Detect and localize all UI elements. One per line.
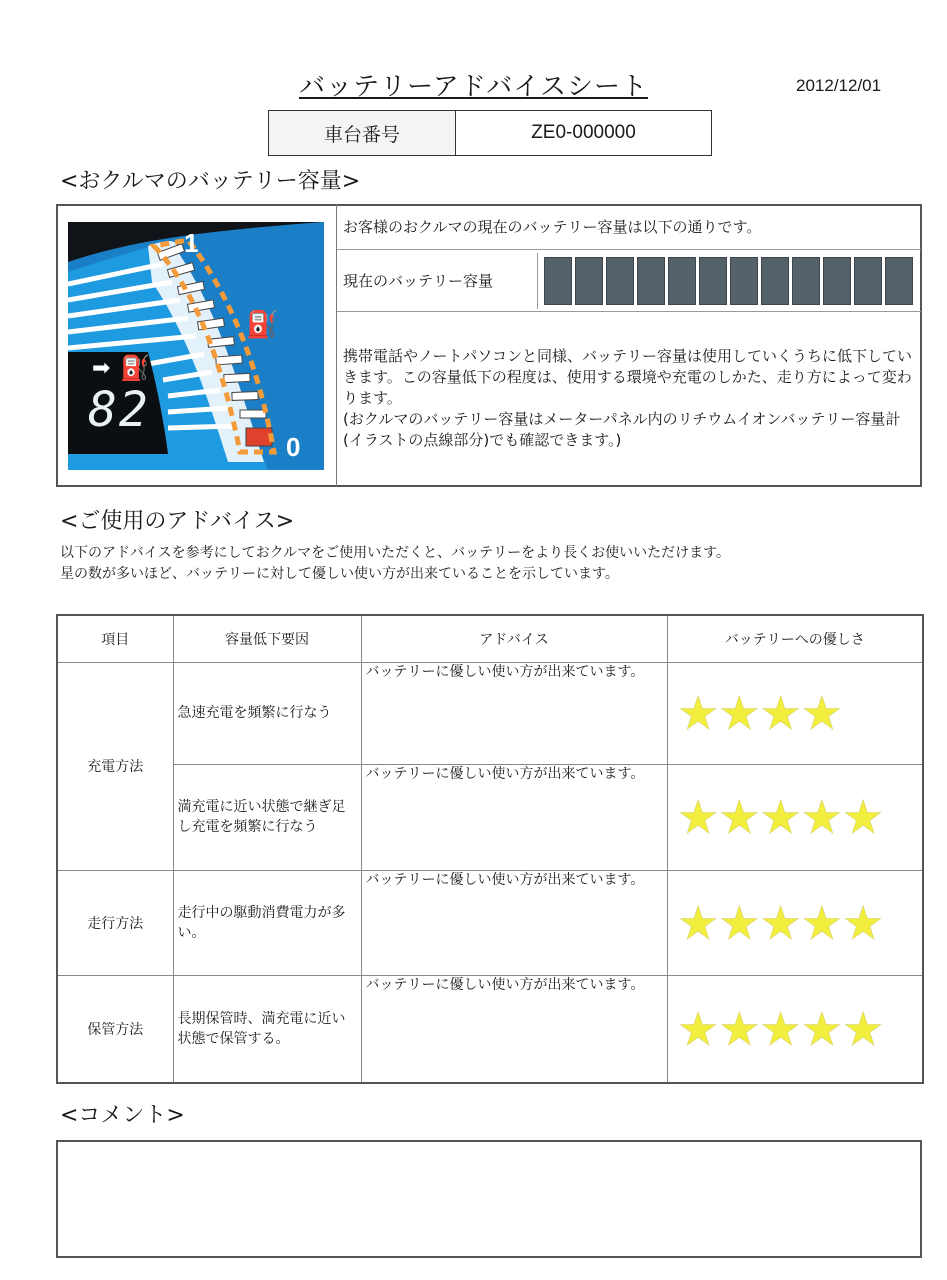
capacity-heading: <おクルマのバッテリー容量> [60,169,361,194]
star-icon: ★ [842,790,884,845]
star-icon: ★ [677,686,719,741]
advice-heading: <ご使用のアドバイス> [60,509,295,534]
star-icon: ★ [677,1002,719,1057]
header-item: 項目 [57,615,173,663]
arrow-right-icon: ➡ [92,356,111,381]
capacity-note-text: 携帯電話やノートパソコンと同様、バッテリー容量は使用していくうちに低下していきます。この容量低下の程度は、使用する環境や充電のしかた、走り方によって変わります。 [343,347,912,407]
star-icon: ★ [760,790,802,845]
table-row [57,976,923,1083]
star-icon: ★ [718,895,760,950]
advice-table [56,614,924,1084]
category-storage: 保管方法 [57,976,173,1083]
car-number-value: ZE0-000000 [531,122,636,143]
capacity-segment [823,257,851,305]
star-icon: ★ [718,686,760,741]
star-icon: ★ [760,686,802,741]
fuel-pump-icon: ⛽ [246,310,279,340]
category-charging: 充電方法 [57,663,173,871]
advice-cell: バッテリーに優しい使い方が出来ています。 [361,976,667,1083]
header-advice: アドバイス [361,615,667,663]
capacity-segment [544,257,572,305]
table-row [57,870,923,976]
star-icon: ★ [760,895,802,950]
capacity-segment [668,257,696,305]
capacity-info [336,204,922,487]
advice-intro-line: 星の数が多いほど、バッテリーに対して優しい使い方が出来ていることを示しています。 [60,566,619,582]
capacity-segment [761,257,789,305]
capacity-segment [854,257,882,305]
capacity-row [337,250,921,312]
cause-cell: 急速充電を頻繁に行なう [173,663,361,765]
capacity-note [343,346,917,451]
car-number-box [268,110,712,156]
comment-heading: <コメント> [60,1103,185,1128]
table-row [57,764,923,870]
capacity-segment [699,257,727,305]
star-rating [667,663,923,765]
table-row [57,663,923,765]
star-icon: ★ [677,790,719,845]
star-icon: ★ [801,790,843,845]
star-rating [667,870,923,976]
star-icon: ★ [801,1002,843,1057]
capacity-segment [637,257,665,305]
star-rating [667,976,923,1083]
comment-box [56,1140,922,1258]
capacity-segment [730,257,758,305]
gauge-empty-label: 0 [286,432,301,462]
charging-pump-icon: ⛽ [120,354,150,382]
capacity-intro: お客様のおクルマの現在のバッテリー容量は以下の通りです。 [337,204,921,250]
gauge-full-label: 1 [184,228,199,258]
header-cause: 容量低下要因 [173,615,361,663]
star-icon: ★ [760,1002,802,1057]
star-rating [667,764,923,870]
advice-intro-line: 以下のアドバイスを参考にしておクルマをご使用いただくと、バッテリーをより長くお使いいただけます。 [60,545,731,561]
advice-intro [60,543,730,585]
cause-cell: 満充電に近い状態で継ぎ足し充電を頻繁に行なう [173,764,361,870]
issue-date: 2012/12/01 [796,76,882,95]
meter-illustration [68,222,324,470]
capacity-meter [537,253,919,309]
header-kindness: バッテリーへの優しさ [667,615,923,663]
range-display: 82 [88,382,150,438]
capacity-segment [792,257,820,305]
star-icon: ★ [842,895,884,950]
cause-cell: 長期保管時、満充電に近い状態で保管する。 [173,976,361,1083]
star-icon: ★ [718,1002,760,1057]
advice-cell: バッテリーに優しい使い方が出来ています。 [361,764,667,870]
star-icon: ★ [842,1002,884,1057]
capacity-segment [606,257,634,305]
car-number-label: 車台番号 [269,111,456,155]
capacity-segment [885,257,913,305]
advice-cell: バッテリーに優しい使い方が出来ています。 [361,870,667,976]
cause-cell: 走行中の駆動消費電力が多い。 [173,870,361,976]
table-header-row [57,615,923,663]
capacity-note-hint: (おクルマのバッテリー容量はメーターパネル内のリチウムイオンバッテリー容量計(イラストの点線部分)でも確認できます。) [343,410,901,449]
capacity-label: 現在のバッテリー容量 [343,272,494,290]
sheet-title: バッテリーアドバイスシート [299,72,648,102]
advice-cell: バッテリーに優しい使い方が出来ています。 [361,663,667,765]
star-icon: ★ [801,895,843,950]
star-icon: ★ [677,895,719,950]
star-icon: ★ [718,790,760,845]
capacity-segment [575,257,603,305]
category-driving: 走行方法 [57,870,173,976]
star-icon: ★ [801,686,843,741]
